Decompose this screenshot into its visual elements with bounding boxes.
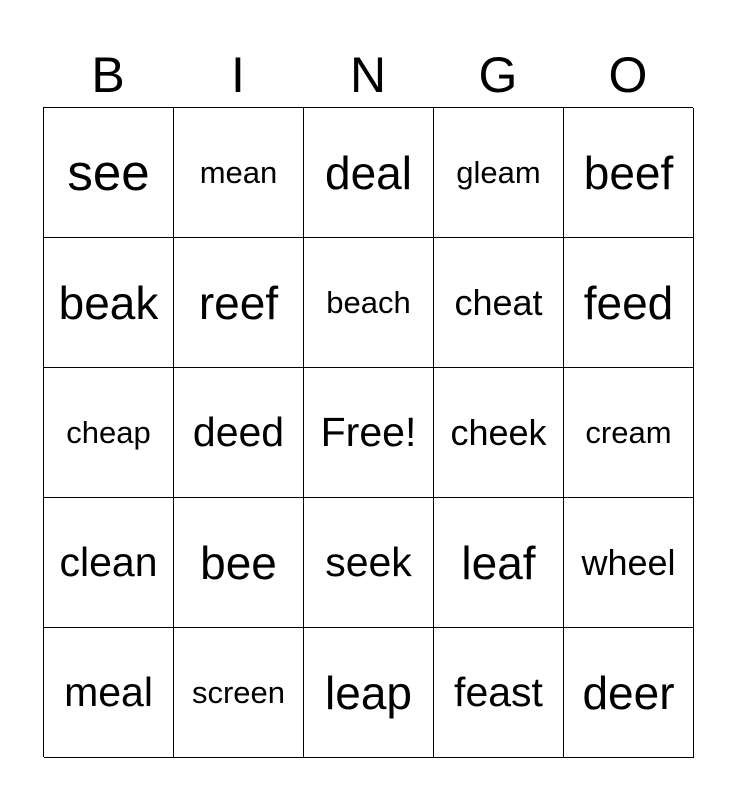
bingo-cell: beak [44, 238, 174, 368]
header-letter-o: O [608, 47, 648, 103]
bingo-cell: screen [174, 628, 304, 758]
bingo-cell: meal [44, 628, 174, 758]
bingo-cell: see [44, 108, 174, 238]
bingo-cell: leaf [434, 498, 564, 628]
header-letter-n: N [349, 47, 387, 103]
bingo-cell: reef [174, 238, 304, 368]
bingo-cell: deed [174, 368, 304, 498]
bingo-cell: leap [304, 628, 434, 758]
bingo-cell: bee [174, 498, 304, 628]
header-letter-g: G [478, 47, 518, 103]
bingo-cell: mean [174, 108, 304, 238]
bingo-cell: beach [304, 238, 434, 368]
bingo-cell: cheat [434, 238, 564, 368]
header-letter-b: B [91, 47, 125, 103]
bingo-cell: feast [434, 628, 564, 758]
header-letter-i: I [231, 47, 245, 103]
bingo-cell: beef [564, 108, 694, 238]
bingo-cell: clean [44, 498, 174, 628]
bingo-cell: wheel [564, 498, 694, 628]
bingo-header [43, 44, 693, 106]
bingo-cell: seek [304, 498, 434, 628]
bingo-cell: gleam [434, 108, 564, 238]
bingo-cell: cheap [44, 368, 174, 498]
bingo-cell: deal [304, 108, 434, 238]
bingo-cell: feed [564, 238, 694, 368]
bingo-cell-free: Free! [304, 368, 434, 498]
bingo-cell: deer [564, 628, 694, 758]
bingo-cell: cream [564, 368, 694, 498]
bingo-board [43, 107, 693, 757]
bingo-cell: cheek [434, 368, 564, 498]
